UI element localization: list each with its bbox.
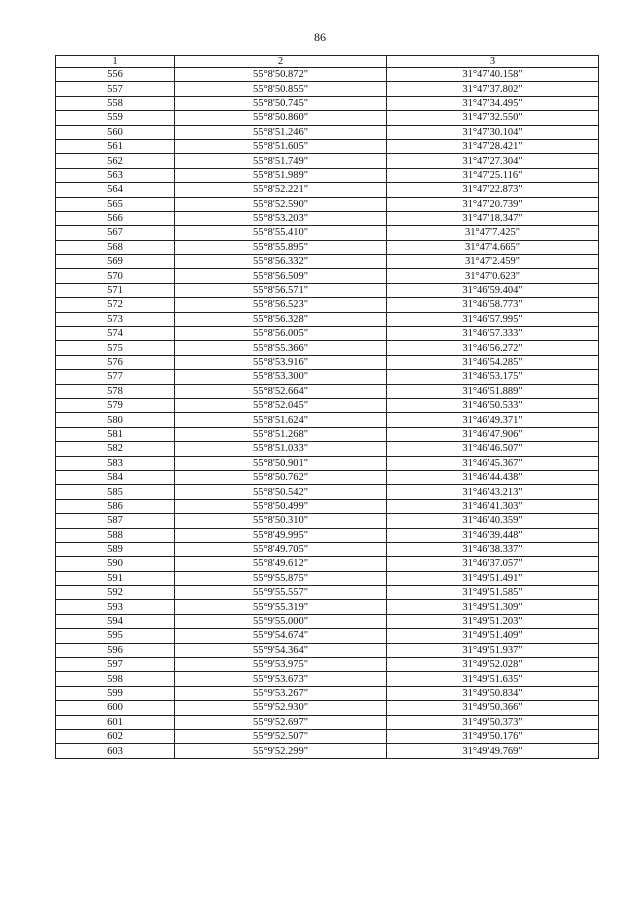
table-row [56,183,599,197]
longitude-cell: 31°49'52.028" [387,658,599,672]
latitude-cell: 55°8'49.612" [175,557,387,571]
latitude-cell: 55°8'51.989" [175,168,387,182]
longitude-cell: 31°47'20.739" [387,197,599,211]
longitude-cell: 31°46'45.367" [387,456,599,470]
latitude-cell: 55°8'50.901" [175,456,387,470]
longitude-cell: 31°49'50.834" [387,686,599,700]
point-number-cell: 592 [56,586,175,600]
table-row [56,427,599,441]
longitude-cell: 31°49'49.769" [387,744,599,758]
latitude-cell: 55°8'56.328" [175,312,387,326]
point-number-cell: 594 [56,614,175,628]
latitude-cell: 55°8'51.624" [175,413,387,427]
longitude-cell: 31°47'7.425" [387,226,599,240]
table-row [56,168,599,182]
point-number-cell: 601 [56,715,175,729]
table-row [56,686,599,700]
table-row [56,355,599,369]
point-number-cell: 566 [56,211,175,225]
longitude-cell: 31°47'4.665" [387,240,599,254]
longitude-cell: 31°46'58.773" [387,298,599,312]
latitude-cell: 55°8'55.410" [175,226,387,240]
table-row [56,701,599,715]
longitude-cell: 31°46'38.337" [387,542,599,556]
table-row [56,600,599,614]
point-number-cell: 581 [56,427,175,441]
latitude-cell: 55°8'50.872" [175,68,387,82]
table-row [56,327,599,341]
point-number-cell: 564 [56,183,175,197]
latitude-cell: 55°8'51.749" [175,154,387,168]
latitude-cell: 55°9'55.557" [175,586,387,600]
latitude-cell: 55°8'50.745" [175,96,387,110]
longitude-cell: 31°47'2.459" [387,255,599,269]
longitude-cell: 31°49'50.373" [387,715,599,729]
table-row [56,557,599,571]
longitude-cell: 31°46'57.995" [387,312,599,326]
longitude-cell: 31°46'40.359" [387,514,599,528]
longitude-cell: 31°49'50.366" [387,701,599,715]
table-row [56,384,599,398]
longitude-cell: 31°46'53.175" [387,370,599,384]
longitude-cell: 31°49'51.635" [387,672,599,686]
longitude-cell: 31°47'30.104" [387,125,599,139]
point-number-cell: 573 [56,312,175,326]
coordinates-table [55,55,599,759]
longitude-cell: 31°49'51.409" [387,629,599,643]
latitude-cell: 55°8'52.590" [175,197,387,211]
table-row [56,283,599,297]
table-row [56,470,599,484]
longitude-cell: 31°49'51.203" [387,614,599,628]
point-number-cell: 563 [56,168,175,182]
point-number-cell: 567 [56,226,175,240]
latitude-cell: 55°9'52.930" [175,701,387,715]
point-number-cell: 593 [56,600,175,614]
point-number-cell: 574 [56,327,175,341]
point-number-cell: 580 [56,413,175,427]
latitude-cell: 55°8'51.033" [175,442,387,456]
longitude-cell: 31°49'50.176" [387,729,599,743]
latitude-cell: 55°8'50.310" [175,514,387,528]
latitude-cell: 55°8'52.045" [175,398,387,412]
point-number-cell: 572 [56,298,175,312]
table-row [56,729,599,743]
latitude-cell: 55°9'53.975" [175,658,387,672]
table-row [56,255,599,269]
longitude-cell: 31°47'37.802" [387,82,599,96]
point-number-cell: 557 [56,82,175,96]
longitude-cell: 31°49'51.585" [387,586,599,600]
table-row [56,528,599,542]
longitude-cell: 31°47'22.873" [387,183,599,197]
table-row [56,154,599,168]
table-row [56,96,599,110]
column-header-latitude: 2 [175,56,387,68]
latitude-cell: 55°8'50.542" [175,485,387,499]
longitude-cell: 31°46'43.213" [387,485,599,499]
latitude-cell: 55°8'52.221" [175,183,387,197]
latitude-cell: 55°8'56.523" [175,298,387,312]
table-row [56,312,599,326]
point-number-cell: 587 [56,514,175,528]
latitude-cell: 55°8'53.300" [175,370,387,384]
latitude-cell: 55°8'56.509" [175,269,387,283]
point-number-cell: 597 [56,658,175,672]
longitude-cell: 31°49'51.937" [387,643,599,657]
latitude-cell: 55°9'52.507" [175,729,387,743]
table-row [56,571,599,585]
point-number-cell: 559 [56,111,175,125]
latitude-cell: 55°8'51.246" [175,125,387,139]
point-number-cell: 570 [56,269,175,283]
table-row [56,586,599,600]
point-number-cell: 588 [56,528,175,542]
point-number-cell: 579 [56,398,175,412]
table-row [56,298,599,312]
point-number-cell: 556 [56,68,175,82]
longitude-cell: 31°47'40.158" [387,68,599,82]
longitude-cell: 31°47'32.550" [387,111,599,125]
table-row [56,68,599,82]
latitude-cell: 55°8'50.499" [175,499,387,513]
table-row [56,197,599,211]
latitude-cell: 55°8'53.916" [175,355,387,369]
latitude-cell: 55°8'55.366" [175,341,387,355]
latitude-cell: 55°9'52.697" [175,715,387,729]
latitude-cell: 55°8'56.571" [175,283,387,297]
table-row [56,658,599,672]
point-number-cell: 577 [56,370,175,384]
table-row [56,456,599,470]
longitude-cell: 31°46'46.507" [387,442,599,456]
table-row [56,413,599,427]
longitude-cell: 31°47'28.421" [387,139,599,153]
table-row [56,398,599,412]
latitude-cell: 55°9'52.299" [175,744,387,758]
point-number-cell: 600 [56,701,175,715]
table-row [56,542,599,556]
table-body [56,68,599,759]
point-number-cell: 576 [56,355,175,369]
latitude-cell: 55°9'53.673" [175,672,387,686]
latitude-cell: 55°8'53.203" [175,211,387,225]
latitude-cell: 55°9'54.674" [175,629,387,643]
latitude-cell: 55°8'51.605" [175,139,387,153]
point-number-cell: 583 [56,456,175,470]
table-row [56,442,599,456]
longitude-cell: 31°49'51.491" [387,571,599,585]
point-number-cell: 596 [56,643,175,657]
table-row [56,514,599,528]
table-row [56,269,599,283]
column-header-longitude: 3 [387,56,599,68]
longitude-cell: 31°46'54.285" [387,355,599,369]
table-row [56,614,599,628]
longitude-cell: 31°46'44.438" [387,470,599,484]
point-number-cell: 589 [56,542,175,556]
point-number-cell: 591 [56,571,175,585]
point-number-cell: 584 [56,470,175,484]
longitude-cell: 31°46'59.404" [387,283,599,297]
table-row [56,125,599,139]
longitude-cell: 31°47'27.304" [387,154,599,168]
latitude-cell: 55°8'51.268" [175,427,387,441]
latitude-cell: 55°8'49.705" [175,542,387,556]
point-number-cell: 598 [56,672,175,686]
table-row [56,744,599,758]
table-row [56,111,599,125]
point-number-cell: 558 [56,96,175,110]
point-number-cell: 562 [56,154,175,168]
point-number-cell: 602 [56,729,175,743]
point-number-cell: 568 [56,240,175,254]
table-row [56,226,599,240]
table-row [56,370,599,384]
latitude-cell: 55°9'54.364" [175,643,387,657]
table-row [56,629,599,643]
longitude-cell: 31°46'56.272" [387,341,599,355]
latitude-cell: 55°9'53.267" [175,686,387,700]
table-row [56,240,599,254]
longitude-cell: 31°46'49.371" [387,413,599,427]
table-row [56,341,599,355]
latitude-cell: 55°8'56.005" [175,327,387,341]
latitude-cell: 55°9'55.319" [175,600,387,614]
point-number-cell: 582 [56,442,175,456]
point-number-cell: 599 [56,686,175,700]
table-row [56,82,599,96]
longitude-cell: 31°47'18.347" [387,211,599,225]
latitude-cell: 55°8'50.860" [175,111,387,125]
table-row [56,499,599,513]
point-number-cell: 595 [56,629,175,643]
page-number: 86 [314,30,326,44]
table-row [56,715,599,729]
latitude-cell: 55°8'56.332" [175,255,387,269]
point-number-cell: 578 [56,384,175,398]
longitude-cell: 31°46'41.303" [387,499,599,513]
longitude-cell: 31°46'47.906" [387,427,599,441]
point-number-cell: 569 [56,255,175,269]
longitude-cell: 31°47'0.623" [387,269,599,283]
point-number-cell: 575 [56,341,175,355]
latitude-cell: 55°8'50.855" [175,82,387,96]
longitude-cell: 31°46'39.448" [387,528,599,542]
latitude-cell: 55°8'55.895" [175,240,387,254]
latitude-cell: 55°9'55.000" [175,614,387,628]
table-header-row [56,56,599,68]
longitude-cell: 31°47'34.495" [387,96,599,110]
point-number-cell: 571 [56,283,175,297]
longitude-cell: 31°46'51.889" [387,384,599,398]
point-number-cell: 586 [56,499,175,513]
latitude-cell: 55°8'50.762" [175,470,387,484]
longitude-cell: 31°49'51.309" [387,600,599,614]
table-row [56,485,599,499]
table-row [56,643,599,657]
longitude-cell: 31°46'37.057" [387,557,599,571]
longitude-cell: 31°47'25.116" [387,168,599,182]
point-number-cell: 585 [56,485,175,499]
column-header-number: 1 [56,56,175,68]
point-number-cell: 603 [56,744,175,758]
point-number-cell: 565 [56,197,175,211]
table-row [56,672,599,686]
point-number-cell: 561 [56,139,175,153]
latitude-cell: 55°8'52.664" [175,384,387,398]
longitude-cell: 31°46'50.533" [387,398,599,412]
table-row [56,139,599,153]
longitude-cell: 31°46'57.333" [387,327,599,341]
point-number-cell: 560 [56,125,175,139]
latitude-cell: 55°8'49.995" [175,528,387,542]
point-number-cell: 590 [56,557,175,571]
table-row [56,211,599,225]
latitude-cell: 55°9'55.875" [175,571,387,585]
